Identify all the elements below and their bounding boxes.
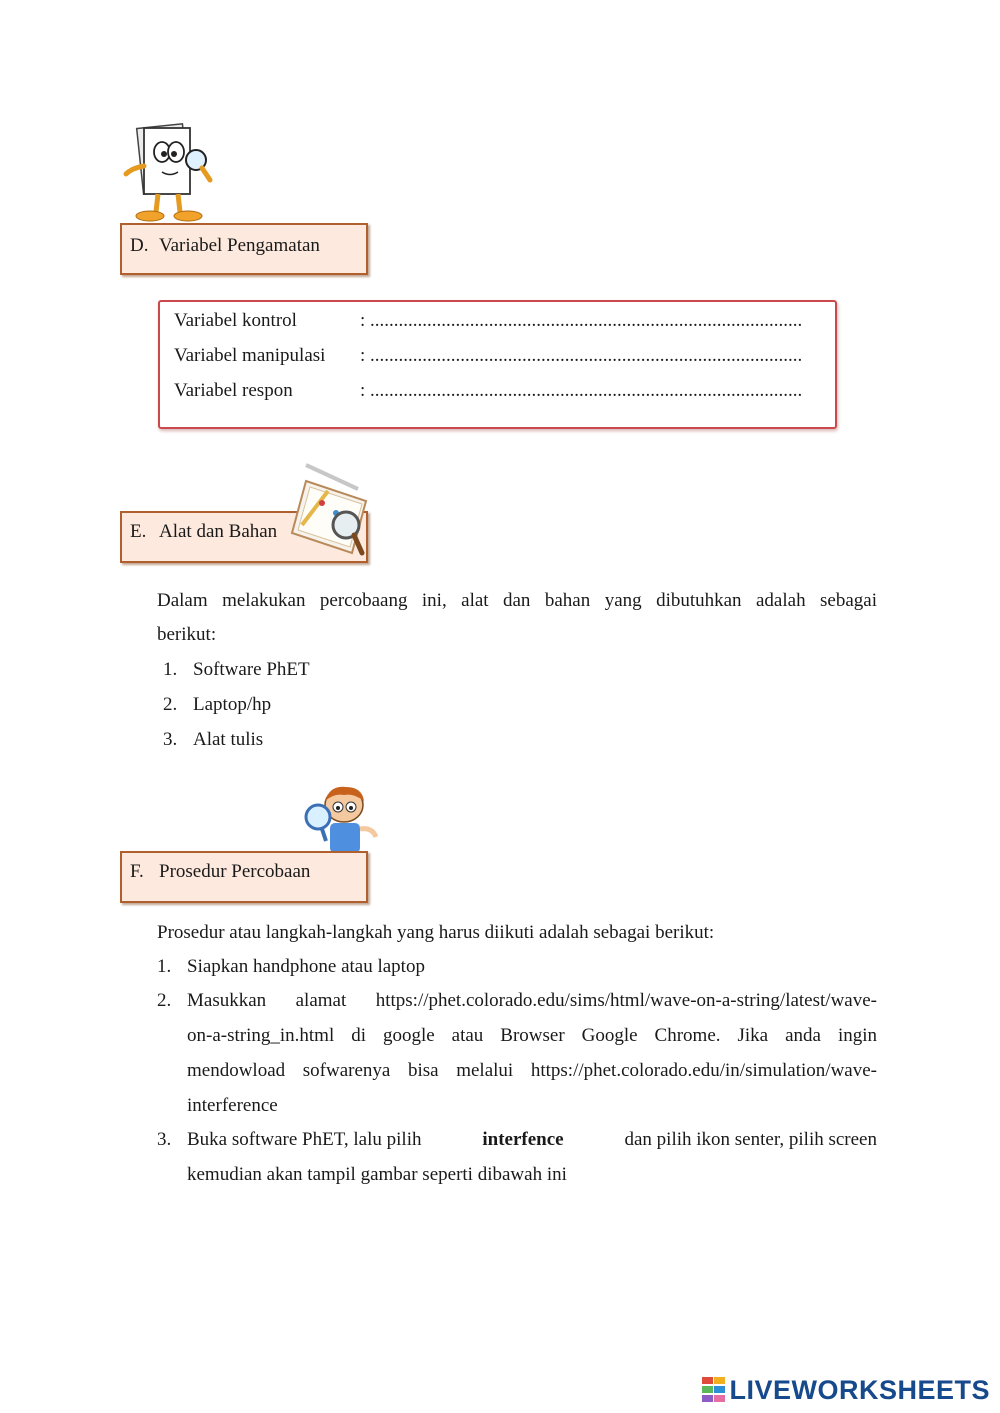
step-3-line2: kemudian akan tampil gambar seperti dibawah ini xyxy=(187,1164,567,1185)
prosedur-intro: Prosedur atau langkah-langkah yang harus diikuti adalah sebagai berikut: xyxy=(157,922,715,943)
variable-label: Variabel kontrol xyxy=(174,310,297,331)
step-number: 2. xyxy=(157,990,172,1011)
step-number: 3. xyxy=(157,1129,172,1150)
step-2-line4: interference xyxy=(187,1095,278,1116)
tools-illustration-icon xyxy=(288,463,374,563)
alat-item: Software PhET xyxy=(193,659,310,680)
liveworksheets-logo xyxy=(702,1373,990,1407)
step-2-line3: mendowload sofwarenya bisa melalui https://phet.colorado.edu/in/simulation/wave- xyxy=(187,1060,877,1081)
liveworksheets-grid-icon xyxy=(702,1377,726,1403)
section-d-title: Variabel Pengamatan xyxy=(159,235,320,256)
step-2-line1: Masukkan alamat https://phet.colorado.edu/sims/html/wave-on-a-string/latest/wave- xyxy=(187,990,877,1011)
alat-item: Alat tulis xyxy=(193,729,264,750)
step-3-text-a: Buka software PhET, lalu pilih xyxy=(187,1129,422,1150)
alat-item-number: 2. xyxy=(163,694,178,715)
section-e-title: Alat dan Bahan xyxy=(159,521,278,542)
alat-item-number: 1. xyxy=(163,659,178,680)
section-f-title: Prosedur Percobaan xyxy=(159,861,311,882)
paper-mascot-icon xyxy=(118,120,218,224)
step-3-line1 xyxy=(187,1123,877,1157)
variable-fill-line[interactable]: : ........................................................................................... xyxy=(360,345,803,366)
section-f-letter: F. xyxy=(130,861,144,882)
variable-box xyxy=(158,300,837,429)
section-d-letter: D. xyxy=(130,235,149,256)
section-f-header xyxy=(120,851,368,903)
variable-label: Variabel respon xyxy=(174,380,293,401)
liveworksheets-brand[interactable]: LIVEWORKSHEETS xyxy=(729,1374,990,1405)
alat-intro-line2: berikut: xyxy=(157,624,217,645)
alat-item-number: 3. xyxy=(163,729,178,750)
step-1-text: Siapkan handphone atau laptop xyxy=(187,956,425,977)
alat-item: Laptop/hp xyxy=(193,694,272,715)
variable-fill-line[interactable]: : ........................................................................................... xyxy=(360,380,803,401)
step-3-bold-term: interfence xyxy=(482,1129,564,1150)
step-3-text-b: dan pilih ikon senter, pilih screen xyxy=(624,1129,877,1150)
section-d-header xyxy=(120,223,368,275)
step-number: 1. xyxy=(157,956,172,977)
variable-label: Variabel manipulasi xyxy=(174,345,326,366)
section-e-letter: E. xyxy=(130,521,147,542)
variable-fill-line[interactable]: : ........................................................................................... xyxy=(360,310,803,331)
alat-intro-line1: Dalam melakukan percobaang ini, alat dan bahan yang dibutuhkan adalah sebagai xyxy=(157,590,877,611)
step-2-line2: on-a-string_in.html di google atau Browser Google Chrome. Jika anda ingin xyxy=(187,1025,877,1046)
